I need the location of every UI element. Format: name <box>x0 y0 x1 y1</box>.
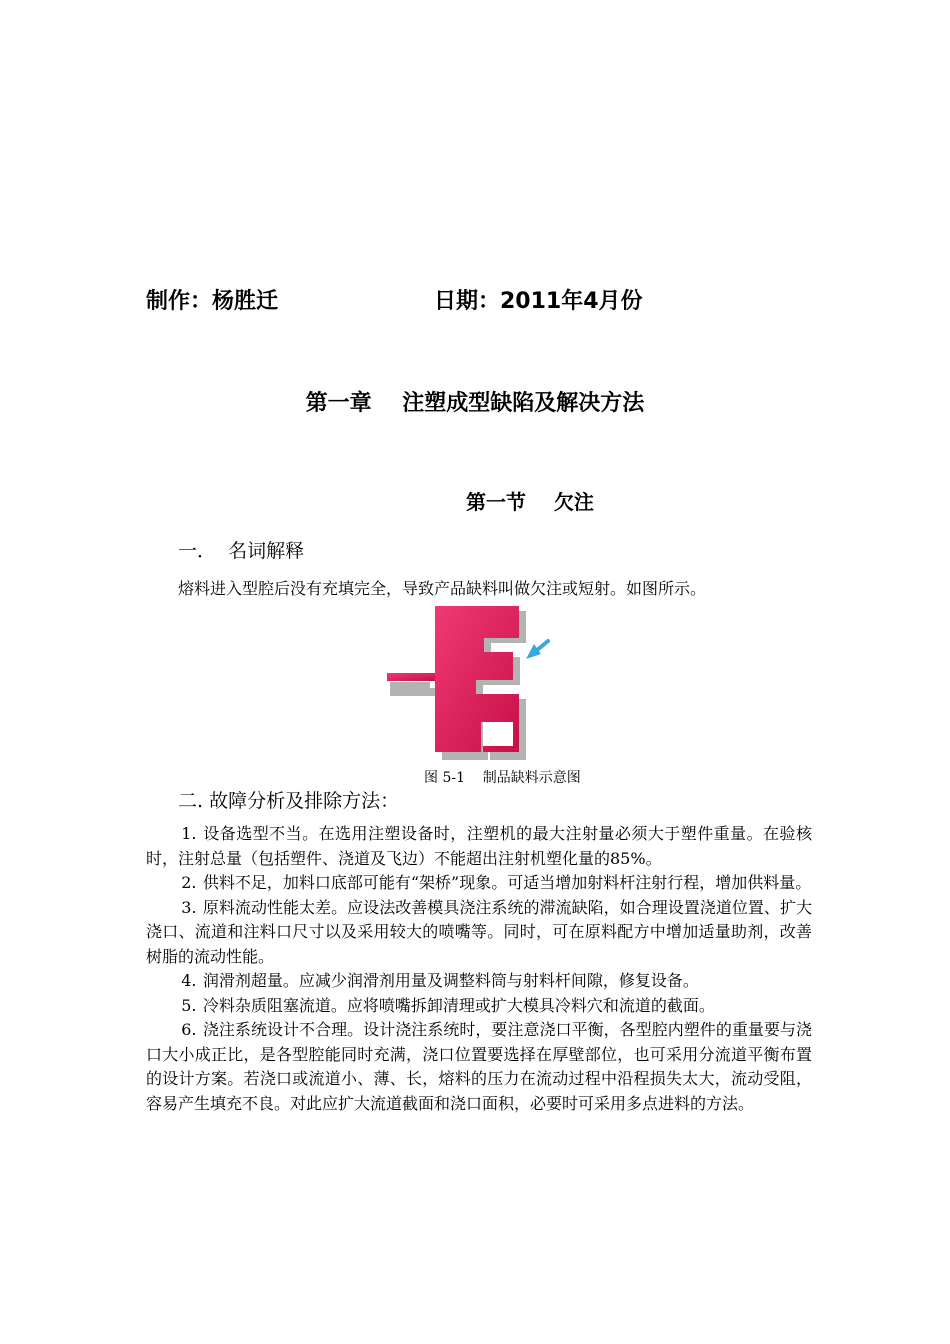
item-text: 原料流动性能太差。应设法改善模具浇注系统的滞流缺陷，如合理设置浇道位置、扩大浇口、流道和注料口尺寸以及采用较大的喷嘴等。同时，可在原料配方中增加适量助剂，改善树脂的流动性能。 <box>146 897 812 966</box>
item-number: 5. <box>181 995 197 1015</box>
author-date-line <box>146 284 643 315</box>
section-title: 第一节 欠注 <box>466 490 594 514</box>
figure-caption: 图 5-1 制品缺料示意图 <box>424 770 581 786</box>
chapter-title: 第一章 注塑成型缺陷及解决方法 <box>305 391 645 416</box>
analysis-item <box>146 896 812 970</box>
analysis-item <box>146 994 812 1019</box>
defect-arrow-icon <box>526 641 548 659</box>
item-number: 2. <box>181 873 197 892</box>
analysis-list <box>146 822 812 1116</box>
part-cavity <box>483 722 513 746</box>
author-label: 制作：杨胜迁 <box>146 289 279 314</box>
analysis-item <box>146 969 812 994</box>
runner-shape <box>387 673 435 681</box>
item-text: 浇注系统设计不合理。设计浇注系统时，要注意浇口平衡，各型腔内塑件的重量要与浇口大小成正比，是各型腔能同时充满，浇口位置要选择在厚壁部位，也可采用分流道平衡布置的设计方案。若浇口或流道小、薄、长，熔料的压力在流动过程中沿程损失太大，流动受阻，容易产生填充不良。对此应扩大流道截面和浇口面积，必要时可采用多点进料的方法。 <box>146 1020 812 1113</box>
analysis-item <box>146 1018 812 1116</box>
analysis-item <box>146 871 812 896</box>
item-number: 6. <box>181 1020 197 1039</box>
analysis-heading: 二. 故障分析及排除方法： <box>178 790 400 812</box>
item-text: 润滑剂超量。应减少润滑剂用量及调整料筒与射料杆间隙，修复设备。 <box>202 971 699 990</box>
item-number: 3. <box>181 897 197 917</box>
terms-definition: 熔料进入型腔后没有充填完全，导致产品缺料叫做欠注或短射。如图所示。 <box>178 579 707 598</box>
analysis-item <box>146 822 812 871</box>
short-shot-figure <box>383 600 553 760</box>
item-number: 4. <box>181 971 197 990</box>
item-number: 1. <box>181 824 197 843</box>
terms-heading: 一． 名词解释 <box>178 540 305 562</box>
item-text: 冷料杂质阻塞流道。应将喷嘴拆卸清理或扩大模具冷料穴和流道的截面。 <box>202 995 715 1015</box>
date-label: 日期：2011年4月份 <box>434 289 643 314</box>
item-text: 供料不足，加料口底部可能有“架桥”现象。可适当增加射料杆注射行程，增加供料量。 <box>202 873 812 892</box>
item-text: 设备选型不当。在选用注塑设备时，注塑机的最大注射量必须大于塑件重量。在验核时，注射总量（包括塑件、浇道及飞边）不能超出注射机塑化量的85%。 <box>146 824 812 868</box>
